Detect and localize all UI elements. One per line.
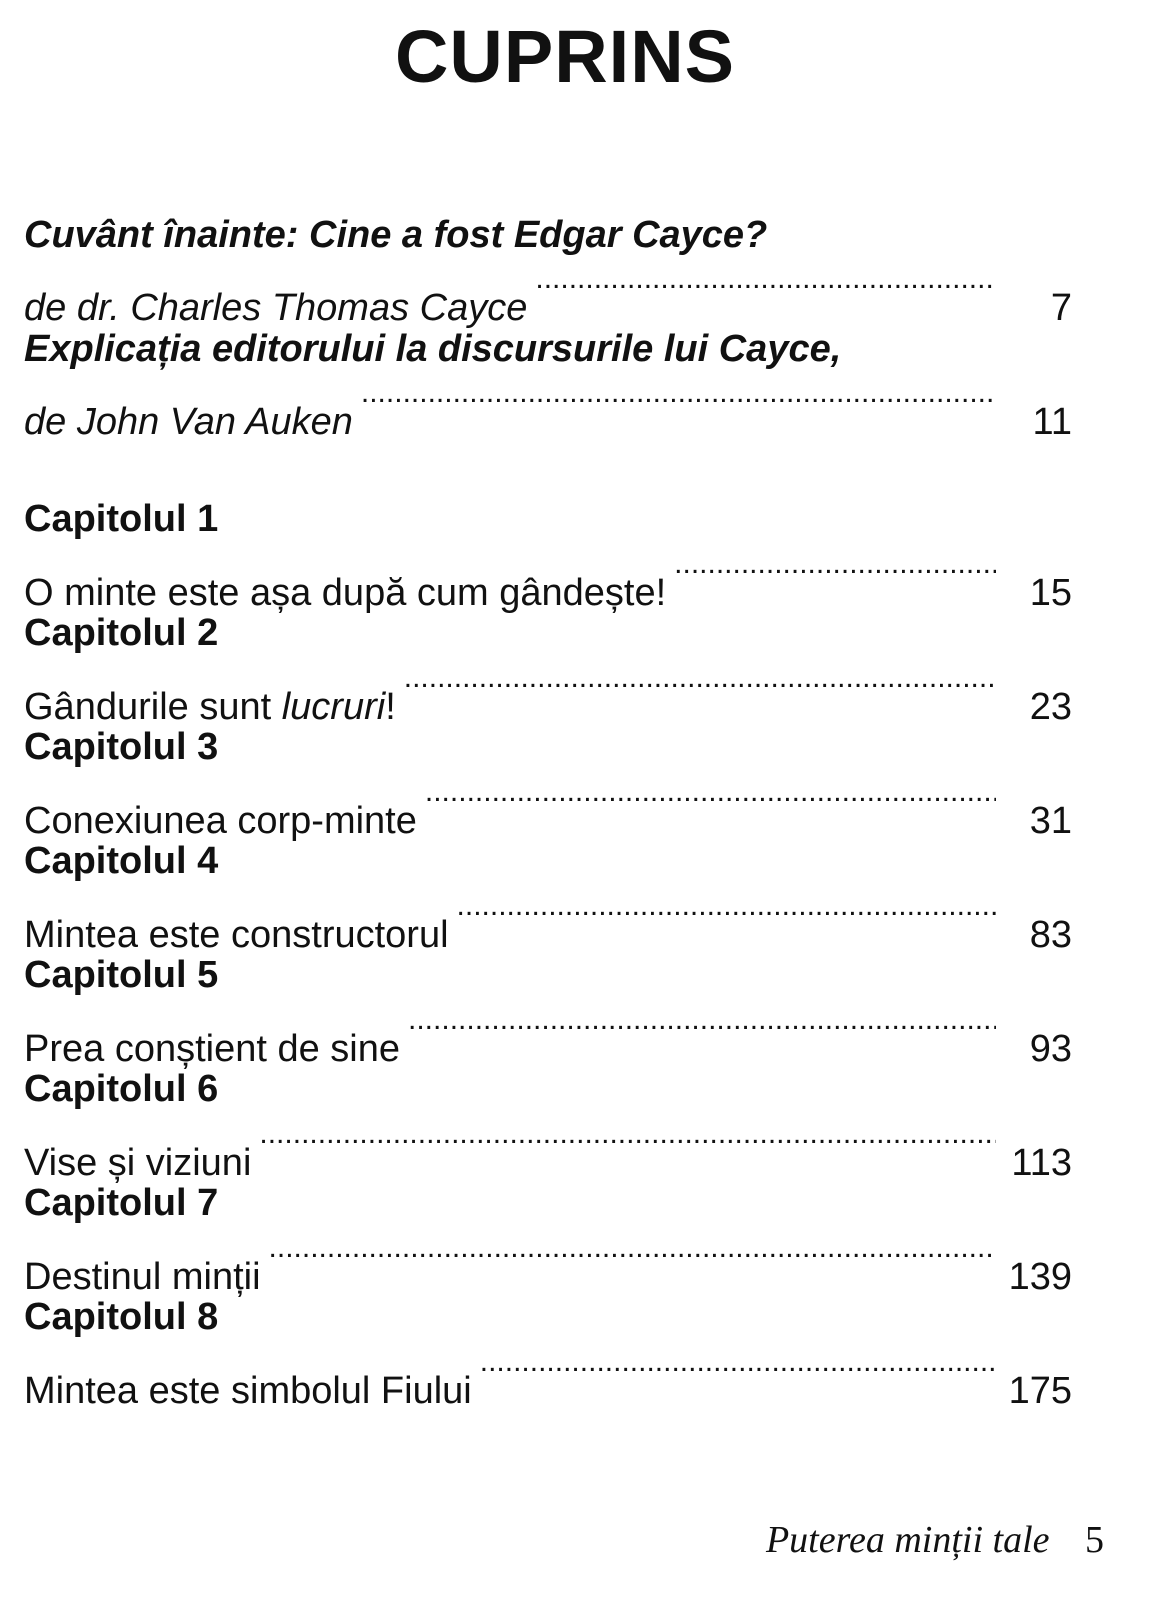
toc-entry-foreword[interactable] xyxy=(24,262,1072,329)
toc-entry-chapter-1[interactable] xyxy=(24,547,1072,614)
toc-entry-text: Destinul minții xyxy=(24,1256,261,1298)
toc-entry-text: Prea conștient de sine xyxy=(24,1028,401,1070)
dot-leader xyxy=(361,376,996,434)
toc-entry-chapter-5[interactable] xyxy=(24,1003,1072,1070)
toc-page-number: 93 xyxy=(1029,1028,1072,1070)
chapter-heading-1: Capitolul 1 xyxy=(24,498,219,540)
dot-leader xyxy=(259,1117,996,1175)
foreword-title: Cuvânt înainte: Cine a fost Edgar Cayce? xyxy=(24,214,768,256)
chapter-heading-5: Capitolul 5 xyxy=(24,954,219,996)
toc-entry-text: Conexiunea corp-minte xyxy=(24,800,417,842)
toc-entry-text: O minte este așa după cum gândește! xyxy=(24,572,667,614)
chapter-heading-2: Capitolul 2 xyxy=(24,612,219,654)
toc-entry-text: Mintea este simbolul Fiului xyxy=(24,1370,472,1412)
toc-entry-chapter-4[interactable] xyxy=(24,889,1072,956)
page-number: 5 xyxy=(1085,1519,1104,1561)
chapter-heading-4: Capitolul 4 xyxy=(24,840,219,882)
toc-entry-text: Vise și viziuni xyxy=(24,1142,252,1184)
toc-page-number: 139 xyxy=(1008,1256,1072,1298)
toc-page-number: 23 xyxy=(1029,686,1072,728)
chapter-heading-8: Capitolul 8 xyxy=(24,1296,219,1338)
toc-page-number: 15 xyxy=(1029,572,1072,614)
toc-entry-text-part: Gândurile sunt xyxy=(24,686,282,728)
dot-leader xyxy=(404,661,996,719)
toc-page-number: 175 xyxy=(1008,1370,1072,1412)
dot-leader xyxy=(535,262,996,320)
toc-page-number: 31 xyxy=(1029,800,1072,842)
dot-leader xyxy=(425,775,996,833)
toc-entry-chapter-7[interactable] xyxy=(24,1231,1072,1298)
dot-leader xyxy=(480,1345,996,1403)
toc-entry-text-part: ! xyxy=(385,686,396,728)
toc-page-number: 113 xyxy=(1011,1142,1072,1184)
toc-entry-chapter-3[interactable] xyxy=(24,775,1072,842)
toc-page-number: 11 xyxy=(1032,401,1072,443)
toc-page-number: 7 xyxy=(1050,287,1072,329)
running-title: Puterea minții tale xyxy=(765,1519,1050,1561)
toc-entry-emphasis: lucruri xyxy=(281,686,386,728)
page-title: CUPRINS xyxy=(394,15,736,98)
dot-leader xyxy=(269,1231,996,1289)
toc-entry-text: de dr. Charles Thomas Cayce xyxy=(24,287,528,329)
dot-leader xyxy=(674,547,996,605)
toc-entry-text: de John Van Auken xyxy=(24,401,353,443)
editor-title: Explicația editorului la discursurile lui Cayce, xyxy=(24,328,842,370)
chapter-heading-7: Capitolul 7 xyxy=(24,1182,219,1224)
toc-entry-text: Mintea este constructorul xyxy=(24,914,449,956)
chapter-heading-6: Capitolul 6 xyxy=(24,1068,219,1110)
dot-leader xyxy=(457,889,996,947)
toc-page-number: 83 xyxy=(1029,914,1072,956)
dot-leader xyxy=(408,1003,996,1061)
toc-entry-chapter-8[interactable] xyxy=(24,1345,1072,1412)
chapter-heading-3: Capitolul 3 xyxy=(24,726,219,768)
toc-entry-chapter-2[interactable] xyxy=(24,661,1072,728)
toc-entry-editor[interactable] xyxy=(24,376,1072,443)
toc-entry-chapter-6[interactable] xyxy=(24,1117,1072,1184)
page-footer xyxy=(766,1518,1104,1562)
